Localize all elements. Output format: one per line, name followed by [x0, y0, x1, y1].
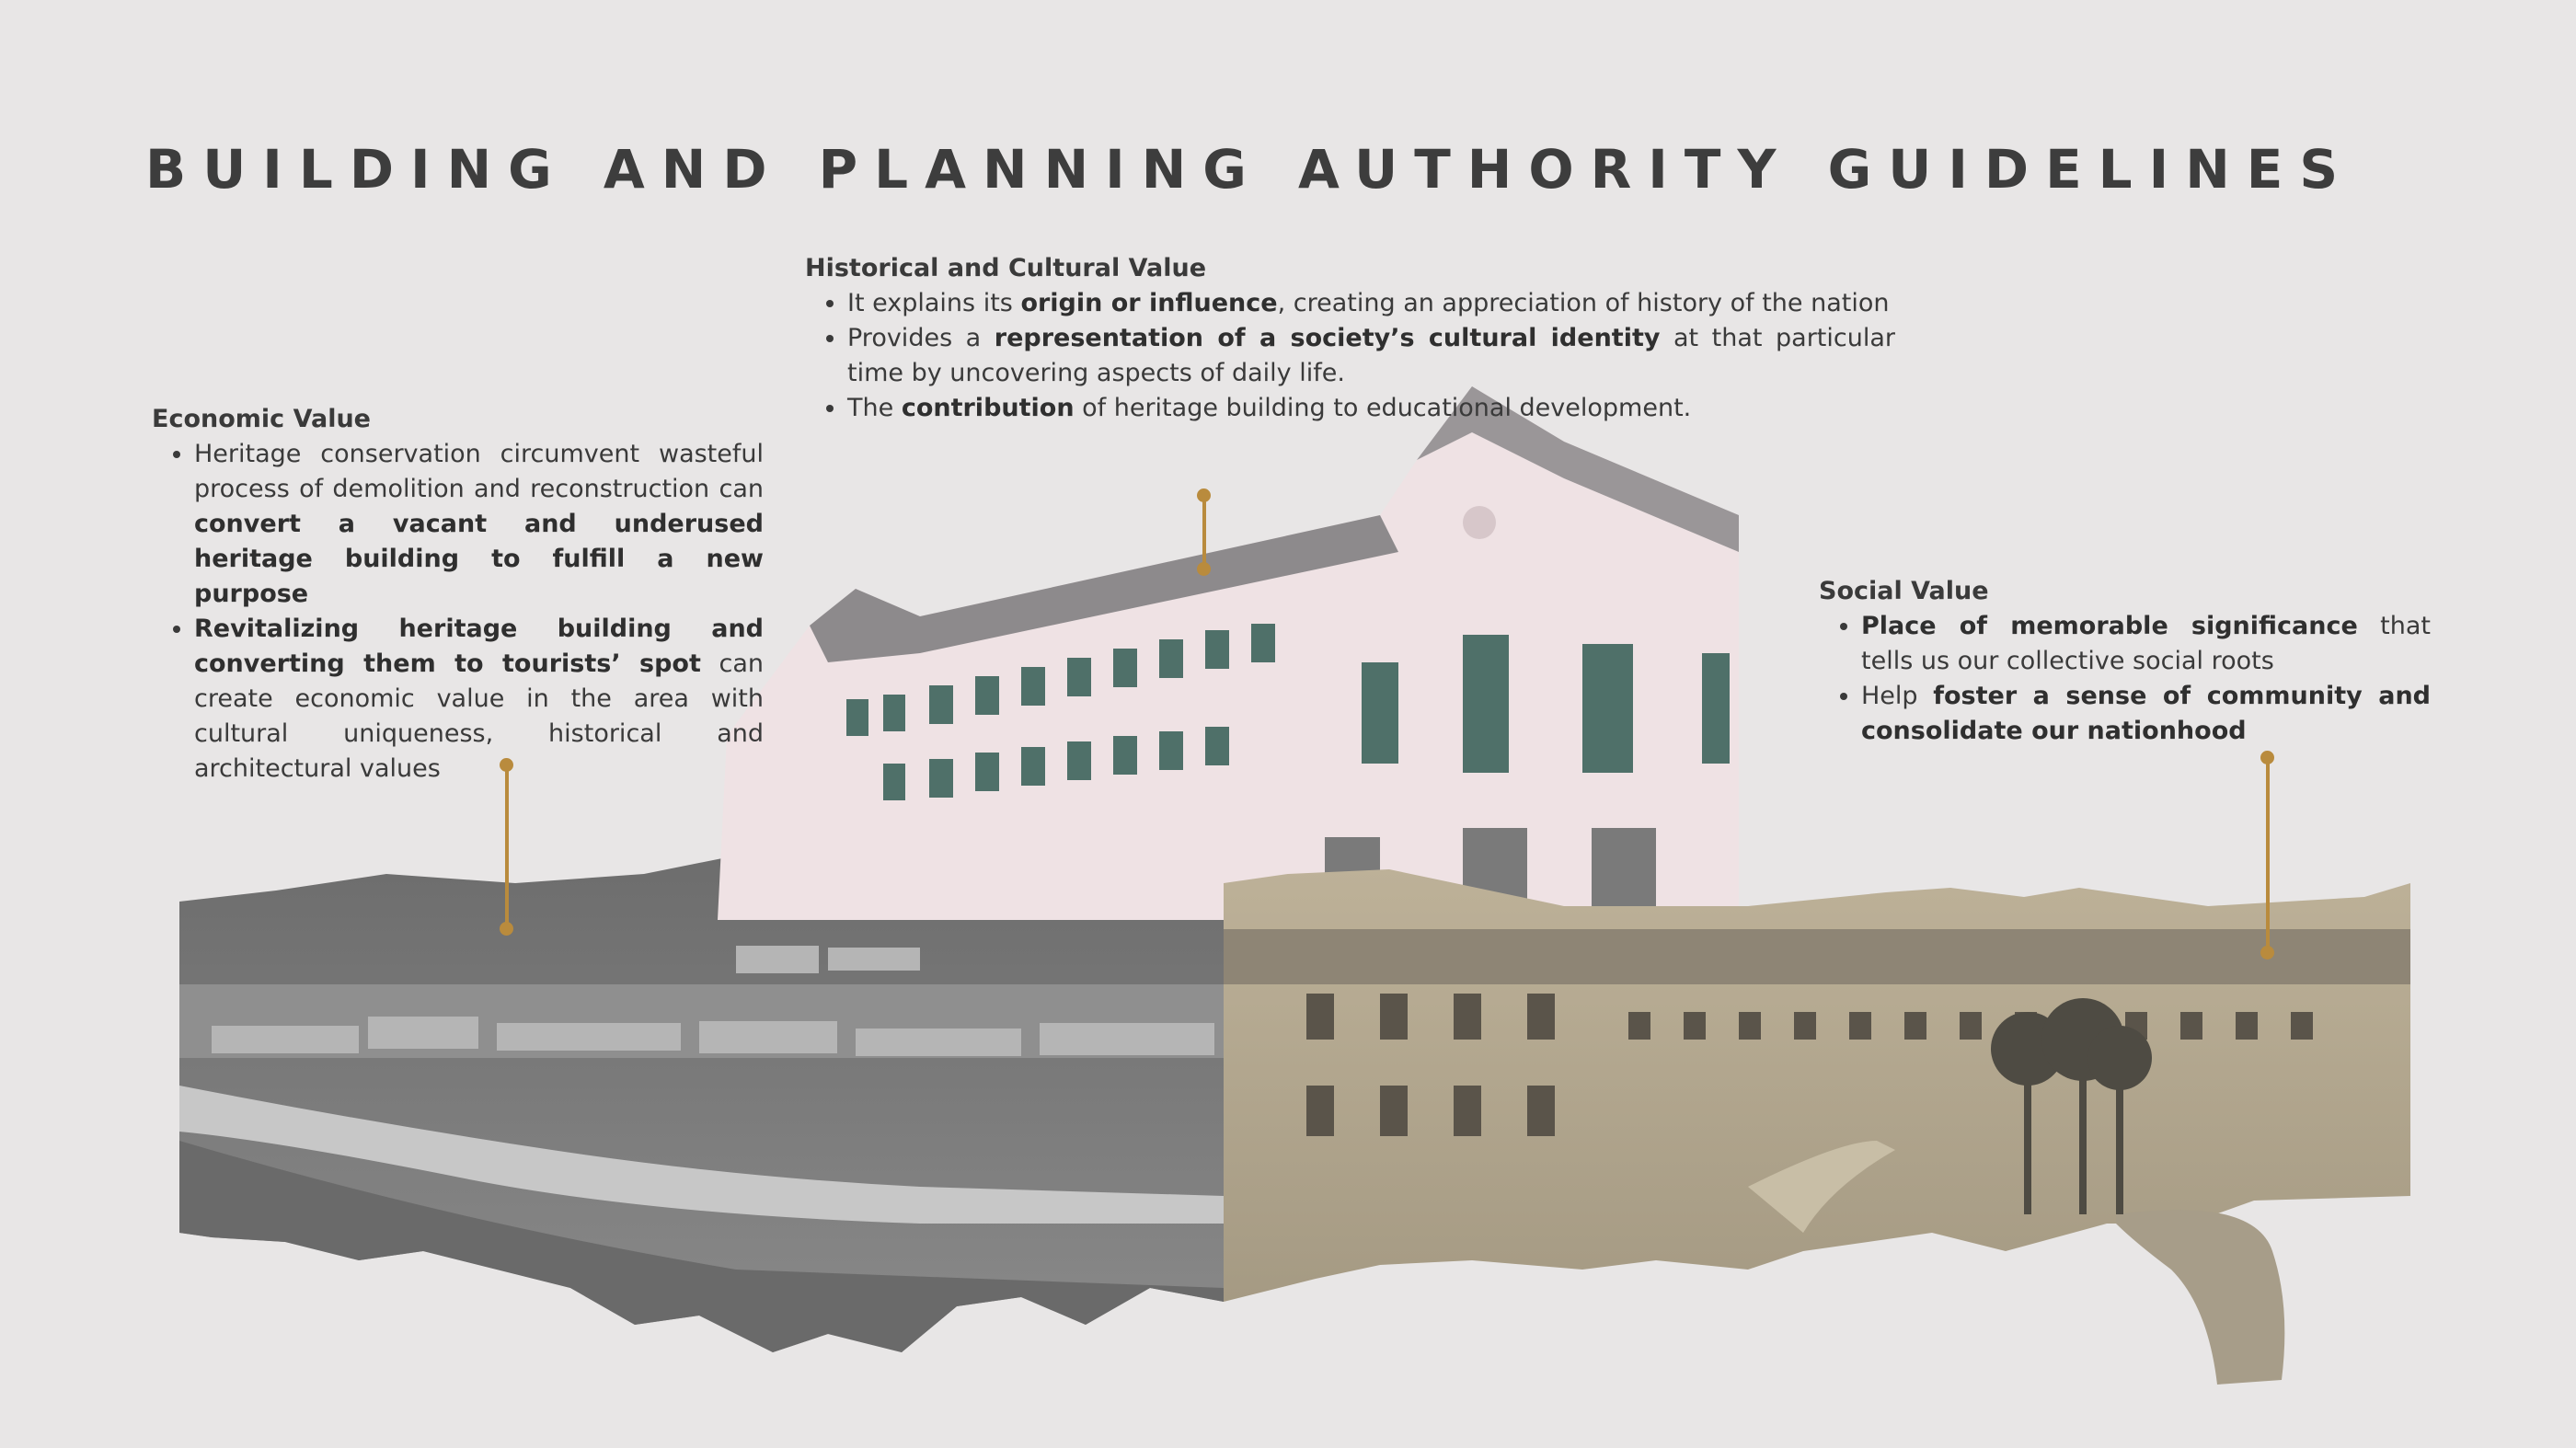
historical-item1-emphasis: origin or influence	[1020, 289, 1278, 317]
historical-value-section	[805, 251, 1895, 426]
economic-item2-text: can create economic value in the area with cultural uniqueness, historical and architectural values	[194, 649, 764, 783]
social-item2-emphasis: foster a sense of community and consolidate our nationhood	[1861, 682, 2431, 745]
historical-item3-post: of heritage building to educational development.	[1074, 394, 1692, 422]
pin-dot-icon	[500, 922, 513, 936]
historical-item3-emphasis: contribution	[901, 394, 1075, 422]
social-value-section	[1819, 574, 2431, 749]
pin-line	[1202, 495, 1206, 569]
historical-value-list	[805, 286, 1895, 426]
list-item	[847, 286, 1895, 321]
list-item	[1861, 609, 2431, 679]
list-item	[194, 437, 764, 612]
school-building-photo	[718, 386, 1739, 920]
list-item	[847, 321, 1895, 391]
pin-line	[505, 764, 509, 928]
economic-value-list	[152, 437, 764, 787]
list-item	[1861, 679, 2431, 749]
historical-item3-pre: The	[847, 394, 902, 422]
social-value-list	[1819, 609, 2431, 749]
list-item	[194, 612, 764, 787]
social-item2-pre: Help	[1861, 682, 1934, 710]
economic-item1-emphasis: convert a vacant and underused heritage building to fulfill a new purpose	[194, 510, 764, 608]
economic-value-heading: Economic Value	[152, 405, 371, 433]
village-photo	[179, 856, 1224, 1352]
historical-item2-post: at that particular time by uncovering aspects of daily life.	[847, 324, 1896, 387]
heritage-school-photo	[1224, 869, 2410, 1385]
page-title: BUILDING AND PLANNING AUTHORITY GUIDELINES	[145, 138, 2355, 201]
social-value-heading: Social Value	[1819, 577, 1989, 605]
historical-item1-post: , creating an appreciation of history of the nation	[1277, 289, 1890, 317]
economic-value-section	[152, 402, 764, 787]
pin-line	[2266, 757, 2270, 952]
economic-item1-text: Heritage conservation circumvent wasteful process of demolition and reconstruction can	[194, 440, 764, 503]
social-item1-emphasis: Place of memorable significance	[1861, 612, 2358, 640]
list-item	[847, 391, 1895, 426]
pin-dot-icon	[2260, 946, 2274, 960]
social-item1-text: that tells us our collective social roots	[1861, 612, 2431, 675]
historical-item2-emphasis: representation of a society’s cultural identity	[994, 324, 1661, 352]
economic-item2-emphasis: Revitalizing heritage building and converting them to tourists’ spot	[194, 615, 764, 678]
historical-item2-pre: Provides a	[847, 324, 995, 352]
historical-value-heading: Historical and Cultural Value	[805, 254, 1207, 282]
historical-item1-pre: It explains its	[847, 289, 1021, 317]
pin-dot-icon	[1197, 562, 1211, 576]
